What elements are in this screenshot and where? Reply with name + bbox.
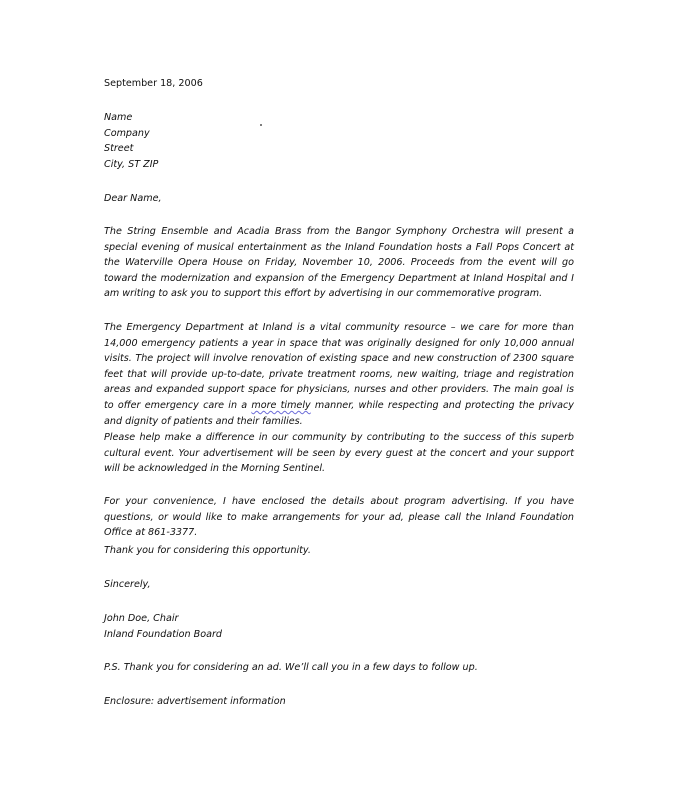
signer-organization: Inland Foundation Board <box>104 628 222 640</box>
paragraph-2 <box>104 320 574 429</box>
address-name: Name <box>104 112 133 123</box>
paragraph-4: For your convenience, I have enclosed the details about program advertising. If you have questions, or would like to make arrangements for your ad, please call the Inland Foundation Office at 861-3377. <box>104 496 574 539</box>
paragraph-2-text-start: The Emergency Department at Inland is a vital community resource – we care for more than 14,000 emergency patients a year in space that was originally designed for only 10,000 annual visits. The project will involve renovation of existing space and new construction of 2300 square feet that will provide up-to-date, private treatment rooms, new waiting, triage and registration areas and expanded support space for physicians, nurses and other providers. The main goal is to offer emergency care in a <box>104 322 574 411</box>
stray-dot <box>260 124 262 126</box>
enclosure-note: Enclosure: advertisement information <box>104 696 286 707</box>
thanks-line: Thank you for considering this opportunity. <box>104 545 311 556</box>
recipient-address <box>104 110 574 172</box>
signature-block <box>104 611 574 642</box>
letter-date: September 18, 2006 <box>104 78 203 89</box>
paragraph-3: Please help make a difference in our community by contributing to the success of this superb cultural event. Your advertisement will be seen by every guest at the concert and your support will be acknowledged in the Morning Sentinel. <box>104 432 574 475</box>
paragraph-1: The String Ensemble and Acadia Brass from the Bangor Symphony Orchestra will present a special evening of musical entertainment as the Inland Foundation hosts a Fall Pops Concert at the Waterville Opera House on Friday, November 10, 2006. Proceeds from the event will go toward the modernization and expansion of the Emergency Department at Inland Hospital and I am writing to ask you to support this effort by advertising in our commemorative program. <box>104 226 574 300</box>
signer-name: John Doe, Chair <box>104 613 179 624</box>
paragraph-2-flagged-words: more timely <box>251 399 311 411</box>
address-street: Street <box>104 143 134 155</box>
paragraph-2-text-end: manner, while respecting and protecting the privacy and dignity of patients and their families. <box>104 399 574 427</box>
address-city: City, ST ZIP <box>104 158 159 170</box>
postscript: P.S. Thank you for considering an ad. We’ll call you in a few days to follow up. <box>104 662 478 673</box>
salutation: Dear Name, <box>104 193 162 204</box>
closing: Sincerely, <box>104 579 151 590</box>
address-company: Company <box>104 127 150 139</box>
